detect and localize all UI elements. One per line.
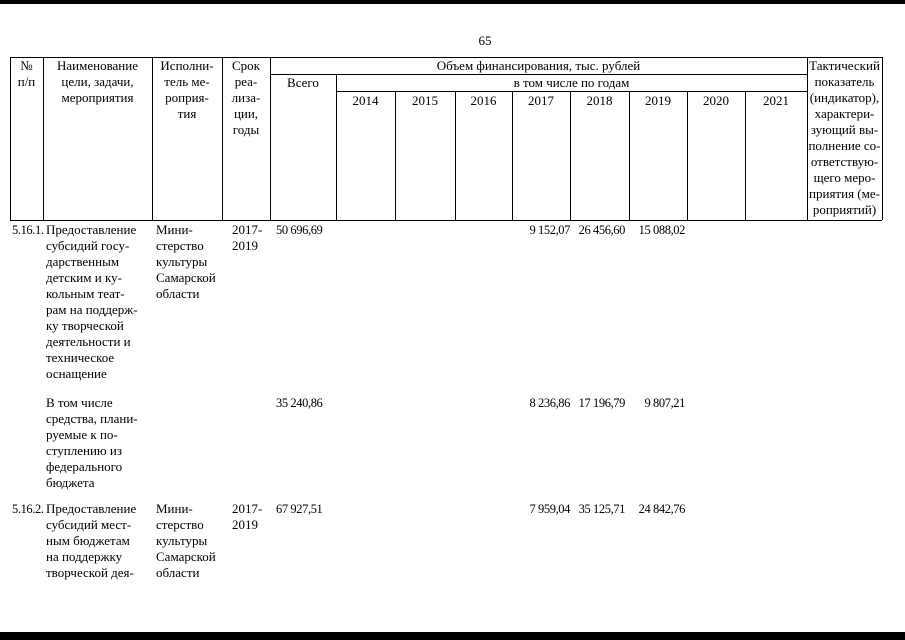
row-name: Предоставление субсидий мест- ным бюджетам на поддержку творческой дея- [46, 501, 137, 580]
row-2017: 7 959,04 [529, 502, 570, 516]
col-border [395, 91, 396, 220]
row-number: 5.16.1. [12, 223, 44, 237]
row-2019: 24 842,76 [638, 502, 685, 516]
row-2017: 8 236,86 [529, 396, 570, 410]
header-indicator: Тактический показатель (индикатор), характери- зующий вы- полнение со- ответствую- щего меро- приятия (ме- роприятий) [808, 58, 881, 217]
row-term: 2017- 2019 [232, 501, 263, 532]
header-year: 2016 [470, 93, 497, 108]
row-2019: 9 807,21 [644, 396, 685, 410]
row-2017: 9 152,07 [529, 223, 570, 237]
header-by-years: в том числе по годам [513, 75, 630, 90]
header-executor: Исполни- тель ме- роприя- тия [160, 58, 214, 121]
header-funding: Объем финансирования, тыс. рублей [436, 58, 641, 73]
row-2018: 26 456,60 [578, 223, 625, 237]
row-2019: 15 088,02 [638, 223, 685, 237]
col-border [629, 91, 630, 220]
header-year: 2021 [763, 93, 789, 108]
col-border [882, 57, 883, 220]
col-border [512, 91, 513, 220]
row-total: 50 696,69 [276, 223, 323, 237]
col-border [570, 91, 571, 220]
row-total: 67 927,51 [276, 502, 323, 516]
row-2018: 17 196,79 [578, 396, 625, 410]
row-executor: Мини- стерство культуры Самарской области [156, 501, 216, 580]
bottom-border [0, 632, 905, 640]
header-num: № п/п [17, 58, 36, 89]
col-border [687, 91, 688, 220]
header-year: 2019 [645, 93, 671, 108]
header-year: 2014 [352, 93, 379, 108]
row-executor: Мини- стерство культуры Самарской области [156, 222, 216, 301]
row-name: В том числе средства, плани- руемые к по- ступлению из федерального бюджета [46, 395, 138, 490]
col-border [745, 91, 746, 220]
header-total: Всего [287, 75, 319, 90]
row-total: 35 240,86 [276, 396, 323, 410]
header-year: 2015 [412, 93, 438, 108]
header-bottom-border [10, 220, 882, 221]
col-border [455, 91, 456, 220]
header-name: Наименование цели, задачи, мероприятия [57, 58, 138, 105]
row-2018: 35 125,71 [578, 502, 625, 516]
years-header-divider [336, 91, 807, 92]
row-number: 5.16.2. [12, 502, 44, 516]
header-year: 2018 [586, 93, 613, 108]
header-term: Срок реа- лиза- ции, годы [231, 58, 261, 137]
header-year: 2020 [703, 93, 729, 108]
row-term: 2017- 2019 [232, 222, 263, 253]
top-border [0, 0, 905, 4]
row-name: Предоставление субсидий госу- дарственным детским и ку- кольным теат- рам на поддерж- ку творческой деятельности и техническое оснащение [46, 222, 138, 381]
header-year: 2017 [528, 93, 554, 108]
page-number: 65 [478, 33, 492, 48]
